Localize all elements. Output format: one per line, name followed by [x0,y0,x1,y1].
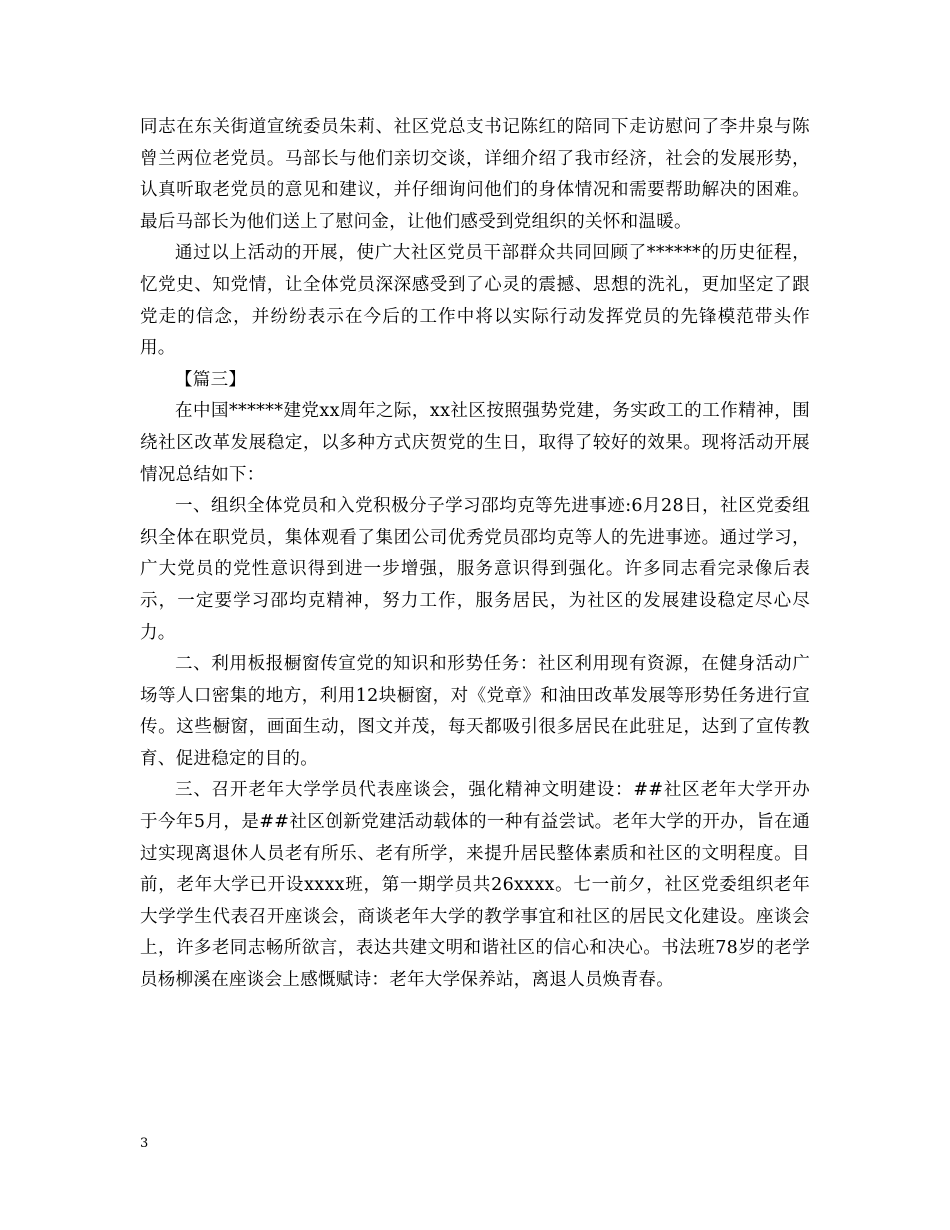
paragraph-intro: 在中国******建党xx周年之际，xx社区按照强势党建，务实政工的工作精神，围绕社区改革发展稳定，以多种方式庆贺党的生日，取得了较好的效果。现将活动开展情况总结如下： [140,401,810,485]
paragraph-item-two: 二、利用板报橱窗传宣党的知识和形势任务：社区利用现有资源，在健身活动广场等人口密集的地方，利用12块橱窗，对《党章》和油田改革发展等形势任务进行宣传。这些橱窗，画面生动，图文并茂，每天都吸引很多居民在此驻足，达到了宣传教育、促进稳定的目的。 [140,654,810,769]
paragraph-continued: 同志在东关街道宣统委员朱莉、社区党总支书记陈红的陪同下走访慰问了李井泉与陈曾兰两位老党员。马部长与他们亲切交谈，详细介绍了我市经济，社会的发展形势，认真听取老党员的意见和建议，并仔细询问他们的身体情况和需要帮助解决的困难。最后马部长为他们送上了慰问金，让他们感受到党组织的关怀和温暖。 [140,117,810,232]
paragraph-summary: 通过以上活动的开展，使广大社区党员干部群众共同回顾了******的历史征程，忆党史、知党情，让全体党员深深感受到了心灵的震撼、思想的洗礼，更加坚定了跟党走的信念，并纷纷表示在今后的工作中将以实际行动发挥党员的先锋模范带头作用。 [140,243,810,359]
document-body [140,112,810,997]
paragraph-item-one: 一、组织全体党员和入党积极分子学习邵均克等先进事迹:6月28日，社区党委组织全体在职党员，集体观看了集团公司优秀党员邵均克等人的先进事迹。通过学习，广大党员的党性意识得到进一步增强，服务意识得到强化。许多同志看完录像后表示，一定要学习邵均克精神，努力工作，服务居民，为社区的发展建设稳定尽心尽力。 [140,496,810,643]
section-heading: 【篇三】 [175,369,247,390]
page-number: 3 [140,1136,149,1151]
paragraph-item-three: 三、召开老年大学学员代表座谈会，强化精神文明建设：##社区老年大学开办于今年5月，是##社区创新党建活动载体的一种有益尝试。老年大学的开办，旨在通过实现离退休人员老有所乐、老有所学，来提升居民整体素质和社区的文明程度。目前，老年大学已开设xxxx班，第一期学员共26xxxx。七一前夕，社区党委组织老年大学学生代表召开座谈会，商谈老年大学的教学事宜和社区的居民文化建设。座谈会上，许多老同志畅所欲言，表达共建文明和谐社区的信心和决心。书法班78岁的老学员杨柳溪在座谈会上感慨赋诗：老年大学保养站，离退人员焕青春。 [140,780,810,991]
